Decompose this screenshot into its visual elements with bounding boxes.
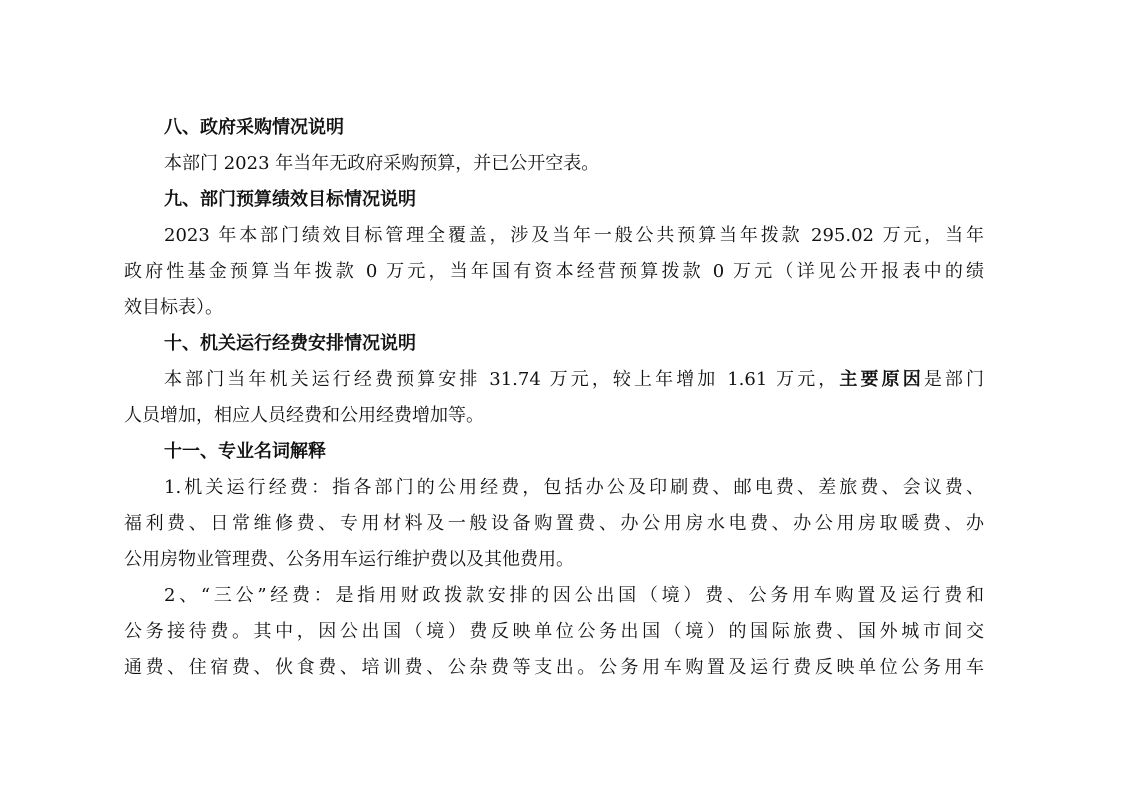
section-11-heading: 十一、专业名词解释 — [164, 441, 326, 462]
term-1-line: 福利费、日常维修费、专用材料及一般设备购置费、办公用房水电费、办公用房取暖费、办 — [124, 513, 984, 534]
main-reason-label: 主要原因 — [839, 369, 924, 390]
term-2-line: 公务接待费。其中，因公出国（境）费反映单位公务出国（境）的国际旅费、国外城市间交 — [124, 621, 984, 642]
term-1-line: 1.机关运行经费：指各部门的公用经费，包括办公及印刷费、邮电费、差旅费、会议费、 — [164, 477, 984, 498]
section-8-heading: 八、政府采购情况说明 — [164, 117, 344, 138]
section-8-body-line: 本部门 2023 年当年无政府采购预算，并已公开空表。 — [164, 153, 600, 174]
section-9-heading: 九、部门预算绩效目标情况说明 — [164, 189, 416, 210]
section-10-body-text: 本部门当年机关运行经费预算安排 31.74 万元，较上年增加 1.61 万元， — [164, 369, 840, 390]
term-2-line: 通费、住宿费、伙食费、培训费、公杂费等支出。公务用车购置及运行费反映单位公务用车 — [124, 657, 984, 678]
section-10-body-line — [124, 362, 984, 398]
section-10-body-text: 是部门 — [923, 369, 984, 390]
section-10-body-line: 人员增加，相应人员经费和公用经费增加等。 — [124, 405, 484, 426]
term-2-line: 2、“三公”经费：是指用财政拨款安排的因公出国（境）费、公务用车购置及运行费和 — [164, 585, 984, 606]
term-1-line: 公用房物业管理费、公务用车运行维护费以及其他费用。 — [124, 549, 574, 570]
section-9-body-line: 2023 年本部门绩效目标管理全覆盖，涉及当年一般公共预算当年拨款 295.02 万元，当年 — [164, 225, 984, 246]
section-9-body-line: 政府性基金预算当年拨款 0 万元，当年国有资本经营预算拨款 0 万元（详见公开报表中的绩 — [124, 261, 984, 282]
section-10-heading: 十、机关运行经费安排情况说明 — [164, 333, 416, 354]
section-9-body-line: 效目标表）。 — [124, 297, 223, 318]
